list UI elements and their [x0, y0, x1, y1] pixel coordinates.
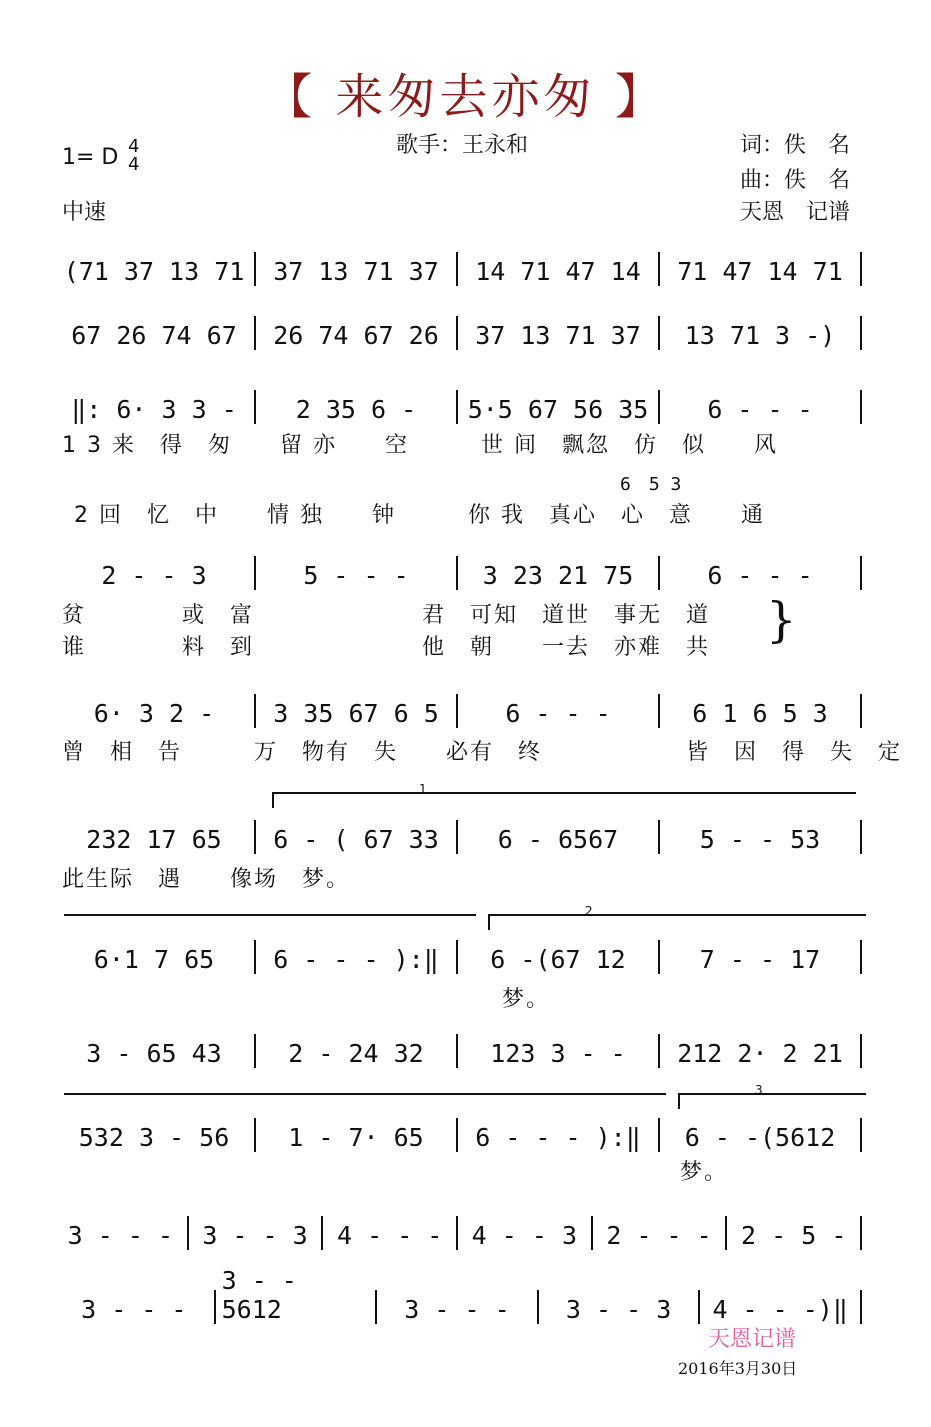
- score-line: [60, 542, 868, 594]
- score-line: [60, 1104, 868, 1156]
- bar-line: [860, 1216, 862, 1250]
- score-date: 2016年3月30日: [678, 1359, 798, 1378]
- time-signature: [128, 138, 139, 174]
- bar-line: [860, 1118, 862, 1152]
- measure: 5 - - 53: [699, 825, 821, 854]
- bar-line: [254, 556, 256, 590]
- lyrics-ending-2: 梦。: [502, 987, 551, 1012]
- bar-line: [214, 1290, 216, 1324]
- bar-line: [456, 694, 458, 728]
- lyrics-grace-notes: 6 5 3: [620, 474, 682, 495]
- measure: 6·1 7 65: [93, 945, 215, 974]
- measure: 4 - - -: [337, 1221, 443, 1250]
- measure: 6 - - -: [505, 699, 611, 728]
- lyricist-credit: 词：佚 名: [740, 133, 851, 158]
- bar-line: [254, 940, 256, 974]
- bar-line: [860, 390, 862, 424]
- bar-line: [254, 820, 256, 854]
- bar-line: [698, 1290, 700, 1324]
- measure: 13 71 3 -): [684, 321, 836, 350]
- measure: 14 71 47 14: [475, 257, 641, 286]
- measure: 7 - - 17: [699, 945, 821, 974]
- score-line: [60, 376, 868, 428]
- volta-bracket-3: [678, 1083, 866, 1109]
- bar-line: [658, 1034, 660, 1068]
- bar-line: [456, 1118, 458, 1152]
- bar-line: [658, 1118, 660, 1152]
- measure: 6 - -(5612: [684, 1123, 836, 1152]
- bar-line: [254, 316, 256, 350]
- volta-label-3: 3: [755, 1083, 763, 1097]
- measure: 2 - 5 -: [741, 1221, 847, 1250]
- score-line: [60, 926, 868, 978]
- measure: 3 - 65 43: [86, 1039, 222, 1068]
- bar-line: [456, 316, 458, 350]
- measure: 3 23 21 75: [482, 561, 634, 590]
- score-line: [60, 1202, 868, 1254]
- bar-line: [658, 556, 660, 590]
- measure: 37 13 71 37: [475, 321, 641, 350]
- volta-label-1: 1: [419, 782, 427, 796]
- bar-line: [658, 390, 660, 424]
- measure: 4 - - 3: [471, 1221, 578, 1250]
- lyrics-verse-2-line-1: 2 回 忆 中 情 独 钟 你 我 真心 心 意 通: [74, 503, 765, 528]
- measure: 3 - - 3: [202, 1221, 308, 1250]
- measure: 6 - - - ):‖: [475, 1123, 641, 1152]
- measure: ‖: 6· 3 3 -: [71, 395, 237, 424]
- measure: (71 37 13 71: [63, 257, 245, 286]
- measure: 3 - - 5612: [221, 1266, 297, 1324]
- lyrics-verse-1-line-2: 贫 或 富 君 可知 道世 事无 道: [62, 603, 711, 628]
- measure: 123 3 - -: [490, 1039, 626, 1068]
- measure: 6 - - -: [707, 395, 813, 424]
- measure: 2 - - 3: [101, 561, 207, 590]
- bar-line: [537, 1290, 539, 1324]
- score-line: [60, 238, 868, 290]
- key-signature: 1= D: [62, 145, 119, 170]
- volta-label-2: 2: [585, 904, 593, 918]
- volta-bracket-1: [272, 782, 856, 808]
- bar-line: [860, 316, 862, 350]
- bar-line: [254, 694, 256, 728]
- time-signature-numerator: 4: [128, 136, 140, 157]
- measure: 3 35 67 6 5: [273, 699, 439, 728]
- measure: 4 - - -)‖: [712, 1295, 848, 1324]
- bar-line: [254, 1034, 256, 1068]
- lyrics-ending-3: 梦。: [680, 1160, 729, 1185]
- score-line: [60, 680, 868, 732]
- measure: 67 26 74 67: [71, 321, 237, 350]
- bar-line: [254, 1118, 256, 1152]
- bar-line: [375, 1290, 377, 1324]
- measure: 26 74 67 26: [273, 321, 439, 350]
- song-title: 【 来匆去亦匆 】: [264, 69, 667, 125]
- bar-line: [860, 1034, 862, 1068]
- bar-line: [860, 252, 862, 286]
- lyrics-verse-1-line-1: 1 3 来 得 匆 留 亦 空 世 间 飘忽 仿 似 风: [62, 433, 778, 458]
- measure: 212 2· 2 21: [677, 1039, 843, 1068]
- bar-line: [187, 1216, 189, 1250]
- lyrics-line-5: 曾 相 告 万 物有 失 必有 终 皆 因 得 失 定: [62, 740, 903, 765]
- bar-line: [860, 1290, 862, 1324]
- measure: 37 13 71 37: [273, 257, 439, 286]
- bar-line: [860, 694, 862, 728]
- transcriber-credit: 天恩 记谱: [740, 200, 851, 225]
- measure: 6 -(67 12: [490, 945, 626, 974]
- bar-line: [860, 556, 862, 590]
- measure: 3 - - 3: [565, 1295, 672, 1324]
- lyrics-verse-2-line-2: 谁 料 到 他 朝 一去 亦难 共: [62, 635, 711, 660]
- signature-stamp: 天恩记谱: [708, 1327, 797, 1352]
- measure: 6 - - -: [707, 561, 813, 590]
- composer-credit: 曲：佚 名: [740, 168, 851, 193]
- bar-line: [456, 252, 458, 286]
- measure: 1 - 7· 65: [288, 1123, 424, 1152]
- bar-line: [456, 1216, 458, 1250]
- bar-line: [658, 252, 660, 286]
- measure: 232 17 65: [86, 825, 222, 854]
- bar-line: [456, 1034, 458, 1068]
- bar-line: [658, 694, 660, 728]
- volta-line-2-continued: [64, 1093, 666, 1095]
- score-line: [60, 1020, 868, 1072]
- measure: 6 1 6 5 3: [692, 699, 828, 728]
- measure: 6 - 6567: [497, 825, 619, 854]
- bar-line: [456, 556, 458, 590]
- bar-line: [860, 940, 862, 974]
- volta-bracket-2: [488, 904, 866, 930]
- measure: 2 35 6 -: [295, 395, 417, 424]
- bar-line: [321, 1216, 323, 1250]
- score-line: [60, 1266, 868, 1328]
- lyrics-line-6: 此生际 遇 像场 梦。: [62, 867, 351, 892]
- bar-line: [658, 316, 660, 350]
- bar-line: [658, 940, 660, 974]
- measure: 5·5 67 56 35: [467, 395, 649, 424]
- measure: 3 - - -: [81, 1295, 187, 1324]
- measure: 2 - 24 32: [288, 1039, 424, 1068]
- time-signature-denominator: 4: [128, 154, 140, 175]
- bar-line: [254, 252, 256, 286]
- score-line: [60, 806, 868, 858]
- measure: 2 - - -: [606, 1221, 712, 1250]
- bar-line: [456, 390, 458, 424]
- measure: 532 3 - 56: [78, 1123, 230, 1152]
- measure: 5 - - -: [303, 561, 409, 590]
- bar-line: [725, 1216, 727, 1250]
- measure: 6 - - - ):‖: [273, 945, 439, 974]
- measure: 6· 3 2 -: [93, 699, 215, 728]
- bar-line: [254, 390, 256, 424]
- measure: 3 - - -: [67, 1221, 174, 1250]
- tempo-marking: 中速: [62, 200, 107, 225]
- volta-line-1-continued: [64, 914, 476, 916]
- measure: 6 - ( 67 33: [273, 825, 439, 854]
- bar-line: [591, 1216, 593, 1250]
- bar-line: [658, 820, 660, 854]
- singer-credit: 歌手：王永和: [396, 133, 529, 158]
- bar-line: [456, 940, 458, 974]
- measure: 71 47 14 71: [677, 257, 843, 286]
- score-line: [60, 302, 868, 354]
- lyrics-brace: }: [766, 592, 797, 648]
- bar-line: [860, 820, 862, 854]
- measure: 3 - - -: [404, 1295, 510, 1324]
- bar-line: [456, 820, 458, 854]
